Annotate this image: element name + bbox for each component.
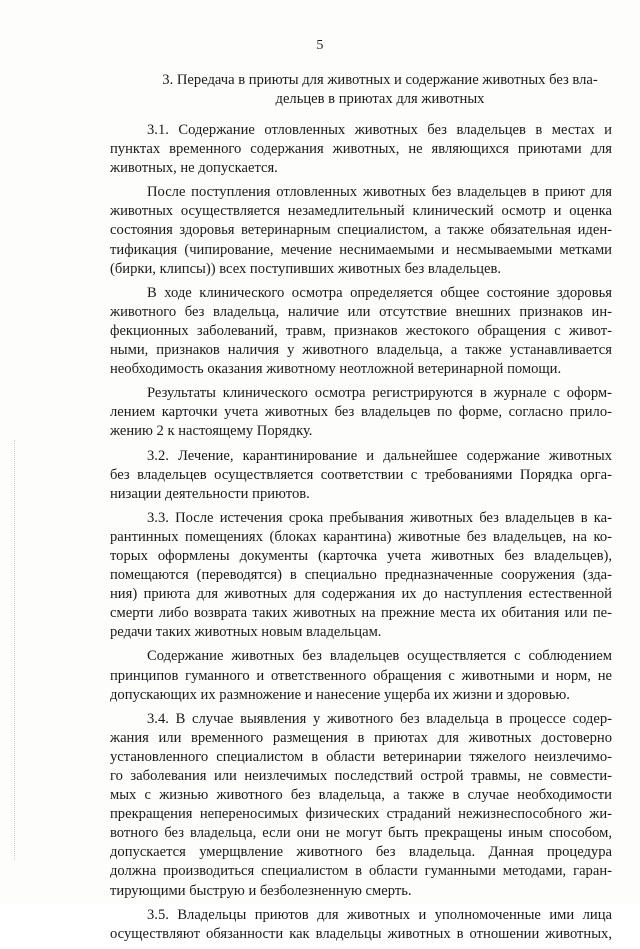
paragraph-line: лением карточки учета животных без владельцев по форме, согласно прило- <box>110 404 612 421</box>
paragraph <box>110 121 612 178</box>
paragraph-line: В ходе клинического осмотра определяется общее состояние здоровья <box>147 284 612 301</box>
section-heading-line: 3. Передача в приюты для животных и содержание животных без вла- <box>162 72 598 88</box>
paragraph-line: 3.3. После истечения срока пребывания животных без владельцев в ка- <box>147 509 612 526</box>
paragraph <box>110 647 612 704</box>
paragraph-line: тификация (чипирование, мечение неснимаемыми и несмываемыми метками <box>110 241 612 258</box>
paragraph-line: Содержание животных без владельцев осуществляется с соблюдением <box>147 648 612 665</box>
paragraph-line: смерти либо возврата таких животных на прежние места их обитания или пе- <box>110 605 612 622</box>
paragraph-line: прекращения непереносимых физических страданий нежизнеспособного жи- <box>110 806 612 823</box>
paragraph-line: 3.5. Владельцы приютов для животных и уполномоченные ими лица <box>147 906 612 923</box>
paragraph-line: животных осуществляется незамедлительный клинический осмотр и оценка <box>110 203 612 220</box>
document-body <box>110 121 612 949</box>
paragraph-line: допускается умерщвление животного без владельца. Данная процедура <box>110 844 612 861</box>
paragraph-line: животных, не допускается. <box>110 160 278 177</box>
paragraph-line: ными, признаков наличия у животного владельца, а также устанавливается <box>110 342 612 359</box>
paragraph-line: жания или временного размещения в приютах для животных достоверно <box>110 729 612 746</box>
section-heading <box>150 71 610 109</box>
scan-margin-marks <box>14 440 19 860</box>
paragraph-line: состояния здоровья ветеринарным специалистом, а также обязательная иден- <box>110 222 612 239</box>
paragraph-line: установленного специалистом в области ветеринарии тяжелого неизлечимо- <box>110 748 612 765</box>
paragraph-line: (бирки, клипсы)) всех поступивших животных без владельцев. <box>110 260 502 277</box>
paragraph <box>110 284 612 379</box>
paragraph-line: 3.1. Содержание отловленных животных без владельцев в местах и <box>147 122 612 138</box>
paragraph-line: редачи таких животных новым владельцам. <box>110 624 382 641</box>
paragraph-line: го заболевания или неизлечимых последствий острой травмы, не совмести- <box>110 768 612 784</box>
paragraph <box>110 710 612 901</box>
paragraph-line: рантинных помещениях (блоках карантина) животные без владельцев, на ко- <box>110 528 612 545</box>
paragraph-line: низации деятельности приютов. <box>110 485 310 502</box>
paragraph <box>110 509 612 643</box>
paragraph-line: После поступления отловленных животных без владельцев в приют для <box>147 184 612 201</box>
paragraph-line: принципов гуманного и ответственного обращения с животными и норм, не <box>110 667 612 684</box>
paragraph-line: ния) приюта для животных для содержания их до наступления естественной <box>110 586 612 603</box>
paragraph-line: мых с жизнью животного без владельца, а также в случае необходимости <box>110 787 612 804</box>
paragraph-line: 3.4. В случае выявления у животного без владельца в процессе содер- <box>147 710 612 727</box>
paragraph <box>110 906 612 944</box>
paragraph-line: жению 2 к настоящему Порядку. <box>110 423 313 440</box>
paragraph-line: должна производиться специалистом в области гуманными методами, гаран- <box>110 863 612 880</box>
paragraph-line: животного без владельца, наличие или отсутствие внешних признаков ин- <box>110 303 612 320</box>
paragraph-line: 3.2. Лечение, карантинирование и дальнейшее содержание животных <box>147 447 612 464</box>
paragraph <box>110 183 612 278</box>
paragraph-line: Результаты клинического осмотра регистрируются в журнале с оформ- <box>147 385 612 402</box>
paragraph-line: вотного без владельца, если они не могут быть прекращены иным способом, <box>110 825 612 842</box>
page-number: 5 <box>316 38 324 53</box>
paragraph <box>110 384 612 441</box>
paragraph <box>110 447 612 504</box>
paragraph-line: необходимость оказания животному неотложной ветеринарной помощи. <box>110 361 562 378</box>
paragraph-line: пунктах временного содержания животных, не являющихся приютами для <box>110 141 612 158</box>
paragraph-line: допускающих их размножение и нанесение ущерба их жизни и здоровью. <box>110 686 570 703</box>
section-heading-line: дельцев в приютах для животных <box>275 91 485 107</box>
paragraph-line: тирующими быструю и безболезненную смерть. <box>110 882 412 899</box>
paragraph-line: без владельцев осуществляется соответствии с требованиями Порядка орга- <box>110 466 612 483</box>
paragraph-line: фекционных заболеваний, травм, признаков жестокого обращения с живот- <box>110 322 612 339</box>
paragraph-line: торых оформлены документы (карточка учета животных без владельцев), <box>110 547 612 564</box>
paragraph-line: осуществляют обязанности как владельцы животных в отношении животных, <box>110 925 612 942</box>
paragraph-line: помещаются (переводятся) в специально предназначенные сооружения (зда- <box>110 567 612 584</box>
